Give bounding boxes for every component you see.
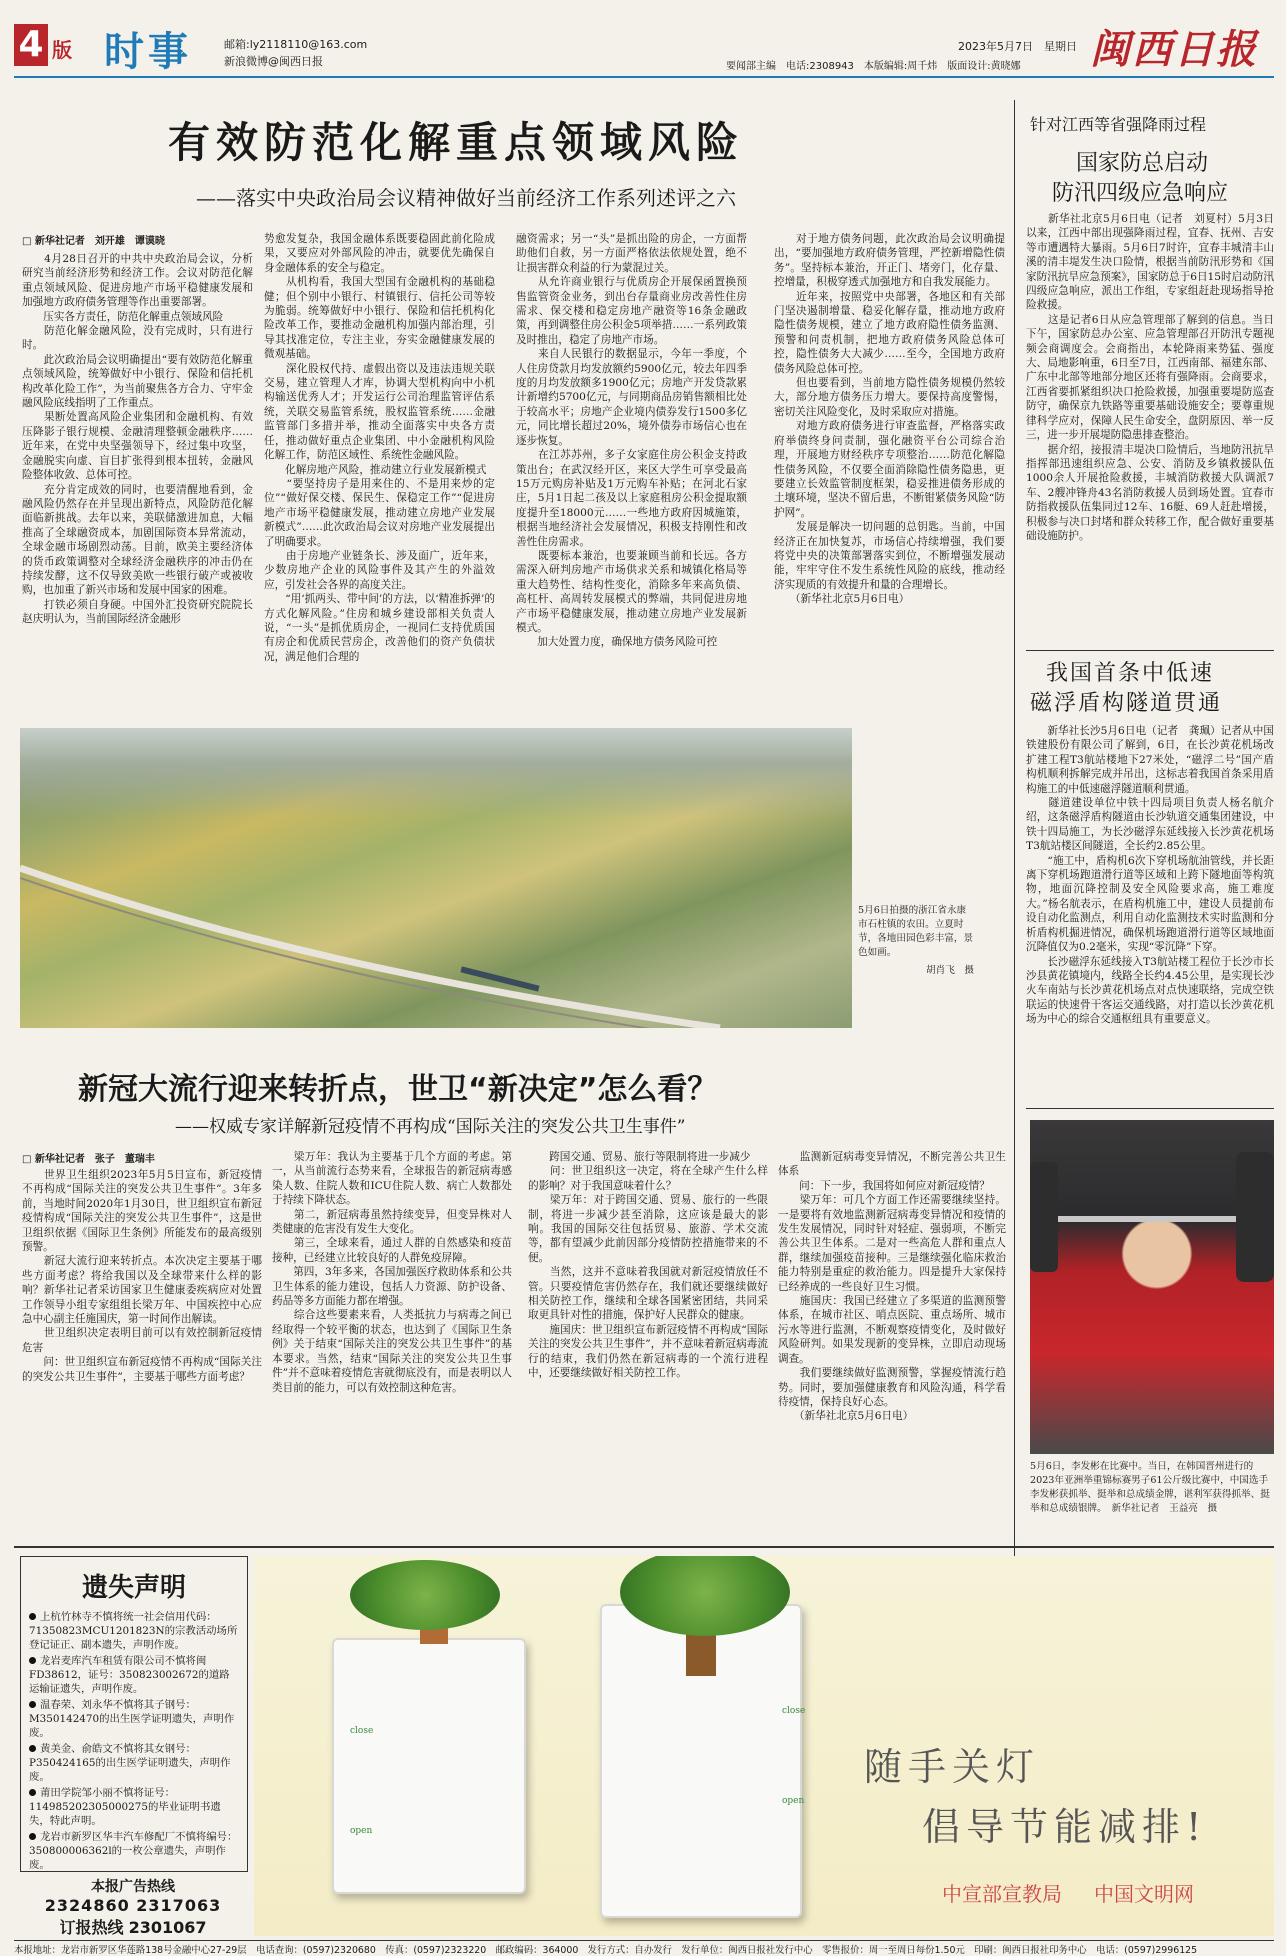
- lost-notice-item: 上杭竹林寺不慎将统一社会信用代码：71350823MCU1201823N的宗教活动场所登记证正、副本遗失，声明作废。: [29, 1611, 238, 1651]
- lead-column-4: 对于地方债务问题，此次政治局会议明确提出，“要加强地方政府债务管理，严控新增隐性债务”。坚持标本兼治，开正门、堵旁门，化存量、控增量，积极穿透式加强地方和自我发展能力。 近年来，按照党中央部署，各地区和有关部门坚决遏制增量、稳妥化解存量，推动地方政府隐性债务规模，建立了地方政府隐性债务监测、预警和问责机制，把地方政府债务风险总体可控，隐性债务大大减少……至今，全国地方政府债务风险总体可控。 但也要看到，当前地方隐性债务规模仍然较大，部分地方债务压力增大。要保持高度警惕，密切关注风险变化，及时采取应对措施。 对地方政府债务进行审查监督，严格落实政府举债终身问责制，强化融资平台公司综合治理，开展地方财经秩序专项整治……防范化解隐性债务风险，不仅要全面消除隐性债务隐患，更要建立长效监管制度框架，稳妥推进债务形成的土壤环境，坚决不留后患，不断钳紧债务风险“防护网”。 发展是解决一切问题的总钥匙。当前，中国经济正在加快复苏，市场信心持续增强，我们要将党中央的决策部署落实到位，不断增强发展动能，牢牢守住不发生系统性风险的底线，推动经济实现质的有效提升和量的合理增长。 （新华社北京5月6日电）: [774, 233, 1005, 606]
- covid-column-3: 跨国交通、贸易、旅行等限制将进一步减少 问：世卫组织这一决定，将在全球产生什么样的影响？对于我国意味着什么？ 梁万年：对于跨国交通、贸易、旅行的一些限制，将进一步减少甚至消除，这应该是最大的影响。我国的国际交往包括贸易、旅游、学术交流等，都有望减少此前因部分疫情防控措施带来的不便。 当然，这并不意味着我国就对新冠疫情放任不管。只要疫情危害仍然存在，我们就还要继续做好相关防控工作，继续和全球各国紧密团结，共同采取更具针对性的措施，保护好人民群众的健康。 施国庆：世卫组织宣布新冠疫情不再构成“国际关注的突发公共卫生事件”，并不意味着新冠病毒流行的结束，我们仍然在新冠病毒的一个流行进程中，还要继续做好相关防控工作。: [528, 1151, 768, 1380]
- weightlifting-caption: 5月6日，李发彬在比赛中。当日，在韩国晋州进行的2023年亚洲举重锦标赛男子61公斤级比赛中，中国选手李发彬获抓举、挺举和总成绩金牌，谌利军获得抓举、挺举和总成绩银牌。 新华社记者 王益亮 摄: [1030, 1461, 1270, 1514]
- weibo: 新浪微博@闽西日报: [224, 55, 323, 68]
- covid-title: 新冠大流行迎来转折点，世卫“新决定”怎么看？: [78, 1072, 718, 1107]
- bullet-icon: [29, 1613, 36, 1620]
- lead-title: 有效防范化解重点领域风险: [168, 118, 745, 167]
- lost-notice-item: 黄美金、俞皓文不慎将其女钢号：P350424165的出生医学证明遗失，声明作废。: [29, 1743, 231, 1783]
- lost-notice-title: 遗失声明: [81, 1573, 186, 1603]
- photo-caption: 5月6日拍摄的浙江省永康市石柱镇的农田。立夏时节，各地田园色彩丰富，景色如画。: [858, 905, 974, 958]
- maglev-title-line2: 磁浮盾构隧道贯通: [1030, 691, 1223, 716]
- flood-bottom-rule: [1026, 650, 1274, 651]
- lead-column-2: 势愈发复杂，我国金融体系既要稳固此前化险成果，又要应对外部风险的冲击，就要优先确保自身金融体系的安全与稳定。 从机构看，我国大型国有金融机构的基础稳健；但个别中小银行、村镇银行、信托公司等较为脆弱。统筹做好中小银行、保险和信托机构化险改革工作，要推动金融机构加强内部治理，引导其找准定位，专注主业，夯实金融健康发展的微观基础。 深化股权代持、虚假出资以及违法违规关联交易，建立管理人才库，协调大型机构向中小机构输送优秀人才；开发运行公司治理监管评估系统，关联交易监管系统，股权监管系统……金融监管部门多措并举，推动全面落实中央各方责任，推动做好重点企业集团、中小金融机构风险化解工作，防范区域性、系统性金融风险。 化解房地产风险，推动建立行业发展新模式 “要坚持房子是用来住的、不是用来炒的定位”“做好保交楼、保民生、保稳定工作”“促进房地产市场平稳健康发展，推动建立房地产业发展新模式”……此次政治局会议对房地产业发展提出了明确要求。 由于房地产业链条长、涉及面广，近年来，少数房地产企业的风险事件及其产生的外溢效应，引发社会各界的高度关注。 “用‘抓两头、带中间’的方法，以‘精准拆弹’的方式化解风险。”住房和城乡建设部相关负责人说，“一头”是抓优质房企，一视同仁支持优质国有房企和优质民营房企，改善他们的资产负债状况，满足他们合理的: [264, 233, 495, 663]
- lost-notice-item: 温春荣、刘永华不慎将其子钢号：M350142470的出生医学证明遗失，声明作废。: [29, 1699, 235, 1739]
- farmland-photo: [20, 728, 852, 1028]
- maglev-bottom-rule: [1026, 1108, 1274, 1109]
- footer-info: 本报地址：龙岩市新罗区华莲路138号金融中心27-29层 电话查询：(0597)2320680 传真：(0597)2323220 邮政编码：364000 发行方式：自办发行 发行单位：闽西日报社发行中心 零售报价：周一至周日每份1.50元 印刷：闽西日报社印务中心 电话：(0597)2996125: [14, 1945, 1198, 1956]
- lost-notice-item: 龙岩市新罗区华丰汽车修配厂不慎将编号：350800006362l的一枚公章遗失，声明作废。: [29, 1831, 238, 1871]
- flood-title-line1: 国家防总启动: [1076, 151, 1209, 176]
- flood-body: 新华社北京5月6日电（记者 刘夏村）5月3日以来，江西中部出现强降雨过程，宜春、抚州、吉安等市遭遇特大暴雨。5月6日7时许，宜春丰城清丰山溪的清丰堤发生决口险情，根据当前防汛形势和《国家防汛抗旱应急预案》，国家防总于6日15时启动防汛四级应急响应，派出工作组，专家组赶赴现场指导抢险救援。 这是记者6日从应急管理部了解到的信息。当日下午，国家防总办公室、应急管理部召开防汛专题视频会商调度会。会商指出，本轮降雨来势猛、强度大、局地影响重，6日至7日，江西南部、福建东部、广东中北部等地部分地区还将有强降雨。会商要求，江西省要抓紧组织决口抢险救援，加强重要堤防巡查防守，确保京九铁路等重要基础设施安全；要尊重规律科学应对，保障人民生命安全，盘阴原因、举一反三，进一步开展堤防隐患排查整治。 据介绍，接报清丰堤决口险情后，当地防汛抗旱指挥部迅速组织应急、公安、消防及乡镇救援队伍1000余人开展抢险救援，丰城消防救援大队调派7车、2艘冲锋舟43名消防救援人员到场处置。宜春市防指救援队伍集同过12车、16艇、69人赶赴增援，积极参与决口封堵和群众转移工作，配合做好重要基础设施防护。: [1026, 213, 1274, 542]
- ad-credit-2: 中国文明网: [1094, 1882, 1194, 1906]
- photo-caption-box: [852, 900, 980, 1028]
- barbell-plate-right: [1236, 1152, 1274, 1282]
- page-number: 4: [14, 24, 48, 66]
- section-name: 时事: [104, 29, 192, 75]
- bullet-icon: [29, 1745, 36, 1752]
- subscribe-label: 订报热线: [59, 1918, 124, 1937]
- barbell-plate-left: [1030, 1162, 1058, 1272]
- ad-slogan-line2: 倡导节能减排!: [922, 1805, 1208, 1849]
- lead-column-3: 融资需求；另一“头”是抓出险的房企，一方面帮助他们自救，另一方面严格依法依规处置，绝不让损害群众利益的行为蒙混过关。 从允许商业银行与优质房企开展保函置换预售监管资金业务，到出台存量商业房改善性住房需求、保交楼和稳定房地产融资等16条金融政策，再到调整住房公积金5项举措……一系列政策及时推出，稳定了房地产市场。 来自人民银行的数据显示，今年一季度，个人住房贷款月均发放额约5900亿元，较去年四季度的月均发放额多1900亿元；房地产开发贷款累计新增约5700亿元，与同期商品房销售额相比处于较高水平；房地产企业境内债券发行1500多亿元，同比增长超过20%，境外债券市场信心也在逐步恢复。 在江苏苏州，多子女家庭住房公积金支持政策出台；在武汉经开区，来区大学生可享受最高15万元购房补贴及1万元购车补贴；在河北石家庄，5月1日起二孩及以上家庭租房公积金提取额度提升至18000元……一些地方政府因城施策，根据当地经济社会发展情况，积极支持刚性和改善性住房需求。 既要标本兼治，也要兼顾当前和长远。各方需深入研判房地产市场供求关系和城镇化格局等重大趋势性、结构性变化，消除多年来高负债、高杠杆、高周转发展模式的弊端，共同促进房地产市场平稳健康发展，推动建立房地产业发展新模式。 加大处置力度，确保地方债务风险可控: [516, 233, 747, 649]
- switch-right-label-open: open: [782, 1796, 805, 1806]
- lead-byline: □ 新华社记者 刘开雄 谭谟晓: [22, 236, 165, 247]
- lost-notice-list: [21, 1610, 247, 1872]
- lead-subtitle: ——落实中央政治局会议精神做好当前经济工作系列述评之六: [196, 186, 736, 210]
- lost-notice-item: 莆田学院邹小丽不慎将证号：114985202305000275的毕业证明书遗失，特此声明。: [29, 1787, 221, 1827]
- flood-title-line2: 防汛四级应急响应: [1052, 181, 1229, 206]
- footer-rule: [14, 1940, 1274, 1941]
- page-suffix: 版: [52, 38, 72, 62]
- editor-line: 要闻部主编 电话:2308943 本版编辑:周千炜 版面设计:黄晓娜: [726, 61, 1021, 72]
- maglev-body: 新华社长沙5月6日电（记者 龚珮）记者从中国铁建股份有限公司了解到，6日，在长沙黄花机场改扩建工程T3航站楼地下27米处，“磁浮二号”国产盾构机顺利拆解完成并吊出，这标志着我国首条采用盾构施工的中低速磁浮隧道顺利贯通。 隧道建设单位中铁十四局项目负责人杨名航介绍，这条磁浮盾构隧道由长沙轨道交通集团建设，中铁十四局施工，为长沙磁浮东延线接入长沙黄花机场T3航站楼区间隧道，全长约2.85公里。 “施工中，盾构机6次下穿机场航油管线，并长距离下穿机场跑道滑行道等区域和上跨下隧地面等构筑物，地面沉降控制及安全风险要求高，施工难度大。”杨名航表示，在盾构机施工中，建设人员提前布设自动化监测点，利用自动化监测技术实时监测和分析盾构机掘进情况，确保机场跑道滑行道等区域地面沉降值仅为0.2毫米，实现“零沉降”下穿。 长沙磁浮东延线接入T3航站楼工程位于长沙市长沙县黄花镇境内，线路全长约4.45公里，是实现长沙火车南站与长沙黄花机场点对点快速联络，完成空铁联运的快速骨干客运交通线路，对打造以长沙黄花机场为中心的综合交通枢纽具有重要意义。: [1026, 725, 1274, 1026]
- switch-right-label-close: close: [782, 1706, 806, 1716]
- bullet-icon: [29, 1657, 36, 1664]
- tree-crown-left: [350, 1560, 500, 1630]
- covid-subtitle: ——权威专家详解新冠疫情不再构成“国际关注的突发公共卫生事件”: [175, 1117, 686, 1137]
- ad-hotline-label: 本报广告热线: [91, 1879, 175, 1895]
- bullet-icon: [29, 1833, 36, 1840]
- masthead: [0, 0, 1286, 80]
- ad-hotline-numbers: 2324860 2317063: [44, 1896, 222, 1915]
- light-switch-left: [332, 1638, 526, 1894]
- covid-column-2: 梁万年：我认为主要基于几个方面的考虑。第一，从当前流行态势来看，全球报告的新冠病毒感染人数、住院人数和ICU住院人数、病亡人数都处于持续下降状态。 第二，新冠病毒虽然持续变异，但变异株对人类健康的危害没有发生大变化。 第三，全球来看，通过人群的自然感染和疫苗接种，已经建立比较良好的人群免疫屏障。 第四，3年多来，各国加强医疗救助体系和公共卫生体系的能力建设，包括人力资源、防护设备、药品等多方面能力都在增强。 综合这些要素来看，人类抵抗力与病毒之间已经取得一个较平衡的状态，也达到了《国际卫生条例》关于结束“国际关注的突发公共卫生事件”的基本要求。当然，结束“国际关注的突发公共卫生事件”并不意味着疫情危害就彻底没有，而是表明以人类目前的能力，可以有效控制这种危害。: [272, 1151, 512, 1394]
- ads-top-rule: [14, 1546, 1274, 1548]
- ad-credit-1: 中宣部宣教局: [942, 1882, 1062, 1906]
- masthead-rule: [14, 76, 1274, 78]
- maglev-title-line1: 我国首条中低速: [1046, 661, 1215, 686]
- covid-column-4: 监测新冠病毒变异情况，不断完善公共卫生体系 问：下一步，我国将如何应对新冠疫情？ 梁万年：可几个方面工作还需要继续坚持。一是要将有效地监测新冠病毒变异情况和疫情的发生发展情况，同时针对轻症、强弱项，不断完善公共卫生体系。二是对一些高危人群和重点人群，继续加强疫苗接种。三是继续强化临床救治能力特别是重症的救治能力。四是提升大家保持已经养成的一些良好卫生习惯。 施国庆：我国已经建立了多渠道的监测预警体系，在城市社区、哨点医院、重点场所、城市污水等进行监测，不断观察疫情变化，及时做好风险研判。如果发现新的变异株，立即启动现场调查。 我们要继续做好监测预警，掌握疫情流行趋势。同时，要加强健康教育和风险沟通，科学看待疫情，保持良好心态。 （新华社北京5月6日电）: [778, 1151, 1006, 1423]
- lead-column-1: 4月28日召开的中共中央政治局会议，分析研究当前经济形势和经济工作。会议对防范化解重点领域风险、促进房地产市场平稳健康发展和加强地方政府债务管理等作出重要部署。 压实各方责任，防范化解重点领域风险 防范化解金融风险，没有完成时，只有进行时。 此次政治局会议明确提出“要有效防范化解重点领域风险，统筹做好中小银行、保险和信托机构改革化险工作”，为当前聚焦各方合力、守牢金融风险底线指明了工作重点。 果断处置高风险企业集团和金融机构、有效压降影子银行规模、金融清理整顿金融秩序……近年来，在党中央坚强领导下，经过集中攻坚，金融脱实向虚、盲目扩张得到根本扭转，金融风险整体收敛、总体可控。 充分肯定成效的同时，也要清醒地看到，金融风险仍然存在并呈现出新特点，风险防范化解面临新挑战。去年以来，美联储激进加息，大幅推高了全球融资成本，加剧国际资本异常流动，全球金融市场剧烈动荡。目前，欧美主要经济体的货币政策调整对全球经济金融秩序的冲击仍在持续发酵，这不仅导致美欧一些银行破产或被收购，也加重了新兴市场和发展中国家的困难。 打铁必须自身硬。中国外汇投资研究院院长赵庆明认为，当前国际经济金融形: [22, 253, 253, 626]
- right-column-divider: [1014, 100, 1015, 1785]
- switch-left-label-open: open: [350, 1826, 373, 1836]
- bullet-icon: [29, 1701, 36, 1708]
- bullet-icon: [29, 1789, 36, 1796]
- covid-column-1: 世界卫生组织2023年5月5日宣布，新冠疫情不再构成“国际关注的突发公共卫生事件”。3年多前，当地时间2020年1月30日，世卫组织宣布新冠疫情构成“国际关注的突发公共卫生事件”，这是世卫组织依据《国际卫生条例》所能发布的最高级别预警。 新冠大流行迎来转折点。本次决定主要基于哪些方面考虑？将给我国以及全球带来什么样的影响？新华社记者采访国家卫生健康委疾病应对处置工作领导小组专家组组长梁万年、中国疾控中心应急中心副主任施国庆，第一时间作出解读。 世卫组织决定表明目前可以有效控制新冠疫情危害 问：世卫组织宣布新冠疫情不再构成“国际关注的突发公共卫生事件”，主要基于哪些方面考虑？: [22, 1169, 262, 1383]
- ad-hotline-box: [20, 1876, 246, 1938]
- subscribe-line: [20, 1915, 246, 1938]
- date-line: 2023年5月7日 星期日: [958, 40, 1077, 53]
- flood-kicker: 针对江西等省强降雨过程: [1030, 115, 1207, 134]
- paper-logo: 闽西日报: [1090, 26, 1258, 73]
- lost-notice-box: [20, 1556, 248, 1872]
- weightlifting-photo: [1030, 1120, 1274, 1454]
- switch-left-label-close: close: [350, 1726, 374, 1736]
- subscribe-number: 2301067: [128, 1918, 207, 1937]
- photo-credit: 胡肖飞 摄: [926, 965, 974, 976]
- railway-viaduct: [20, 728, 852, 1028]
- covid-byline: □ 新华社记者 张子 董瑞丰: [22, 1154, 155, 1165]
- energy-saving-ad: [254, 1556, 1274, 1936]
- email: 邮箱:ly2118110@163.com: [224, 38, 368, 51]
- ad-slogan-line1: 随手关灯: [864, 1745, 1041, 1789]
- lost-notice-item: 龙岩麦库汽车租赁有限公司不慎将闽FD38612，证号：350823002672的道路运输证遗失，声明作废。: [29, 1655, 230, 1695]
